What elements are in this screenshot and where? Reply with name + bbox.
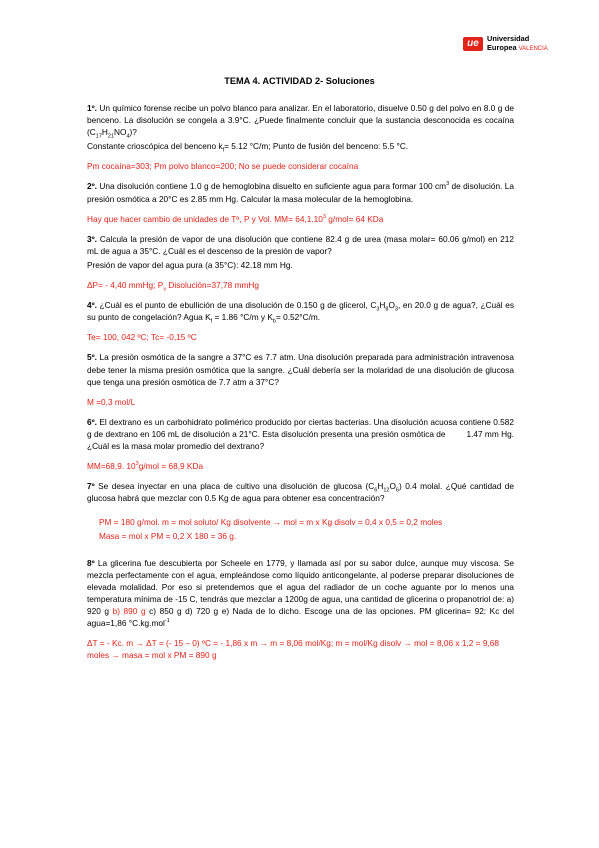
university-logo [463, 35, 548, 53]
question-1: 1º. Un químico forense recibe un polvo blanco para analizar. En el laboratorio, disuelve 0.50 g del polvo en 8.0 g de benceno. La disolución se congela a 3.9°C. ¿Puede finalmente concluir que la sustancia desconocida es cocaína $(C_{17}H_{21}NO_4)$? [87, 103, 514, 140]
document-body [87, 102, 517, 669]
answer-2: Hay que hacer cambio de unidades de Tª, P y Vol. $MM= 64,1.10^3$ g/mol= 64 KDa [87, 213, 384, 224]
logo-text [487, 35, 548, 53]
logo-line1: Universidad [487, 34, 530, 43]
question-3: 3º. Calcula la presión de vapor de una disolución que contiene 82.4 g de urea (masa molar= 60.06 g/mol) en 212 mL de agua a 35°C. ¿Cuál es el descenso de la presión de vapor? [87, 233, 514, 256]
question-7: 7º Se desea inyectar en una placa de cultivo una disolución de glucosa $(C_6H_{12}O_6)$ 0.4 molal. ¿Qué cantidad de glucosa habrá que mezclar con 0.5 Kg de agua para obtener esa concentración? [87, 481, 514, 504]
answer-1: Pm cocaína=303; Pm polvo blanco=200; No se puede considerar cocaína [87, 161, 359, 172]
question-6: 6º. El dextrano es un carbohidrato polimérico producido por ciertas bacterias. Una disolución acuosa contiene 0.582 g de dextrano en 106 mL de disolución a 21°C. Esta disolución presenta una presión osmótica de 1.47 mm Hg. ¿Cuál es la masa molar promedio del dextrano? [87, 416, 517, 451]
question-3-data: Presión de vapor del agua pura (a 35°C): 42.18 mm Hg. [87, 259, 293, 270]
answer-7-line2: Masa = mol x PM = 0,2 X 180 = 36 g. [99, 531, 237, 542]
question-8: 8º La glicerina fue descubierta por Scheele en 1779, y llamada así por su sabor dulce, aunque muy viscosa. Se mezcla perfectamente con el agua, empleándose como líquido anticongelante, al poderse preparar disoluciones de elevada molalidad. Por eso si pretendemos que el agua del radiador de un coche aguante por lo menos una temperatura mínima de -15 C, tendrás que mezclar a 1200g de agua, una cantidad de glicerina o propanotriol de: a) 920 g b) 890 g c) 850 g d) 720 g e) Nada de lo dicho. Escoge una de las opciones. PM glicerina= 92: Kc del agua=1,86 °C.kg.mol$^{-1}$ [87, 557, 514, 628]
logo-mark: ue [463, 37, 483, 51]
answer-7-line1: PM = 180 g/mol. m = mol soluto/ Kg disolvente → mol = m x Kg disolv = 0,4 x 0,5 = 0,2 moles [99, 517, 443, 528]
answer-3: ΔP= - 4,40 mmHg; $P_v$ Disolución=37,78 mmHg [87, 280, 260, 293]
question-2: 2º. Una disolución contiene 1.0 g de hemoglobina disuelto en suficiente agua para formar 100 $cm^3$ de disolución. La presión osmótica a 20°C es 2.85 mm Hg. Calcular la masa molecular de la hemoglobina. [87, 181, 514, 204]
answer-8: ΔT = - Kc. m → ΔT = (- 15 – 0) ºC = - 1,86 x m → m = 8,06 mol/Kg; m = mol/Kg disolv → mol = 8,06 x 1,2 = 9,68 moles → masa = mol x PM = 890 g [87, 638, 499, 661]
logo-line2: Europea VALENCIA [487, 42, 548, 52]
answer-5: M =0,3 mol/L [87, 396, 136, 407]
question-5: 5º. La presión osmótica de la sangre a 37°C es 7.7 atm. Una disolución preparada para administración intravenosa debe tener la misma presión osmótica que la sangre. ¿Cuál debería ser la molaridad de una disolución de glucosa que tenga una presión osmótica de 7.7 atm a 37°C? [87, 352, 514, 387]
question-4: 4º. ¿Cuál es el punto de ebullición de una disolución de 0.150 g de glicerol, $C_3H_8O_3$, en 20.0 g de agua?, ¿Cuál es su punto de congelación? Agua $K_f = 1.86$ °C/m y $K_b= 0.52^\circ C/m$. [87, 300, 514, 325]
document-title: TEMA 4. ACTIVIDAD 2- Soluciones [224, 76, 375, 86]
question-1-constants: Constante crioscópica del benceno $k_f= 5.12$ °C/m; Punto de fusión del benceno: 5.5 °C. [87, 141, 409, 154]
answer-6: MM=68,9. $10^3g$/mol = 68,9 KDa [87, 461, 204, 472]
answer-4: Te= 100, 042 ºC; Tc= -0,15 ºC [87, 332, 197, 343]
